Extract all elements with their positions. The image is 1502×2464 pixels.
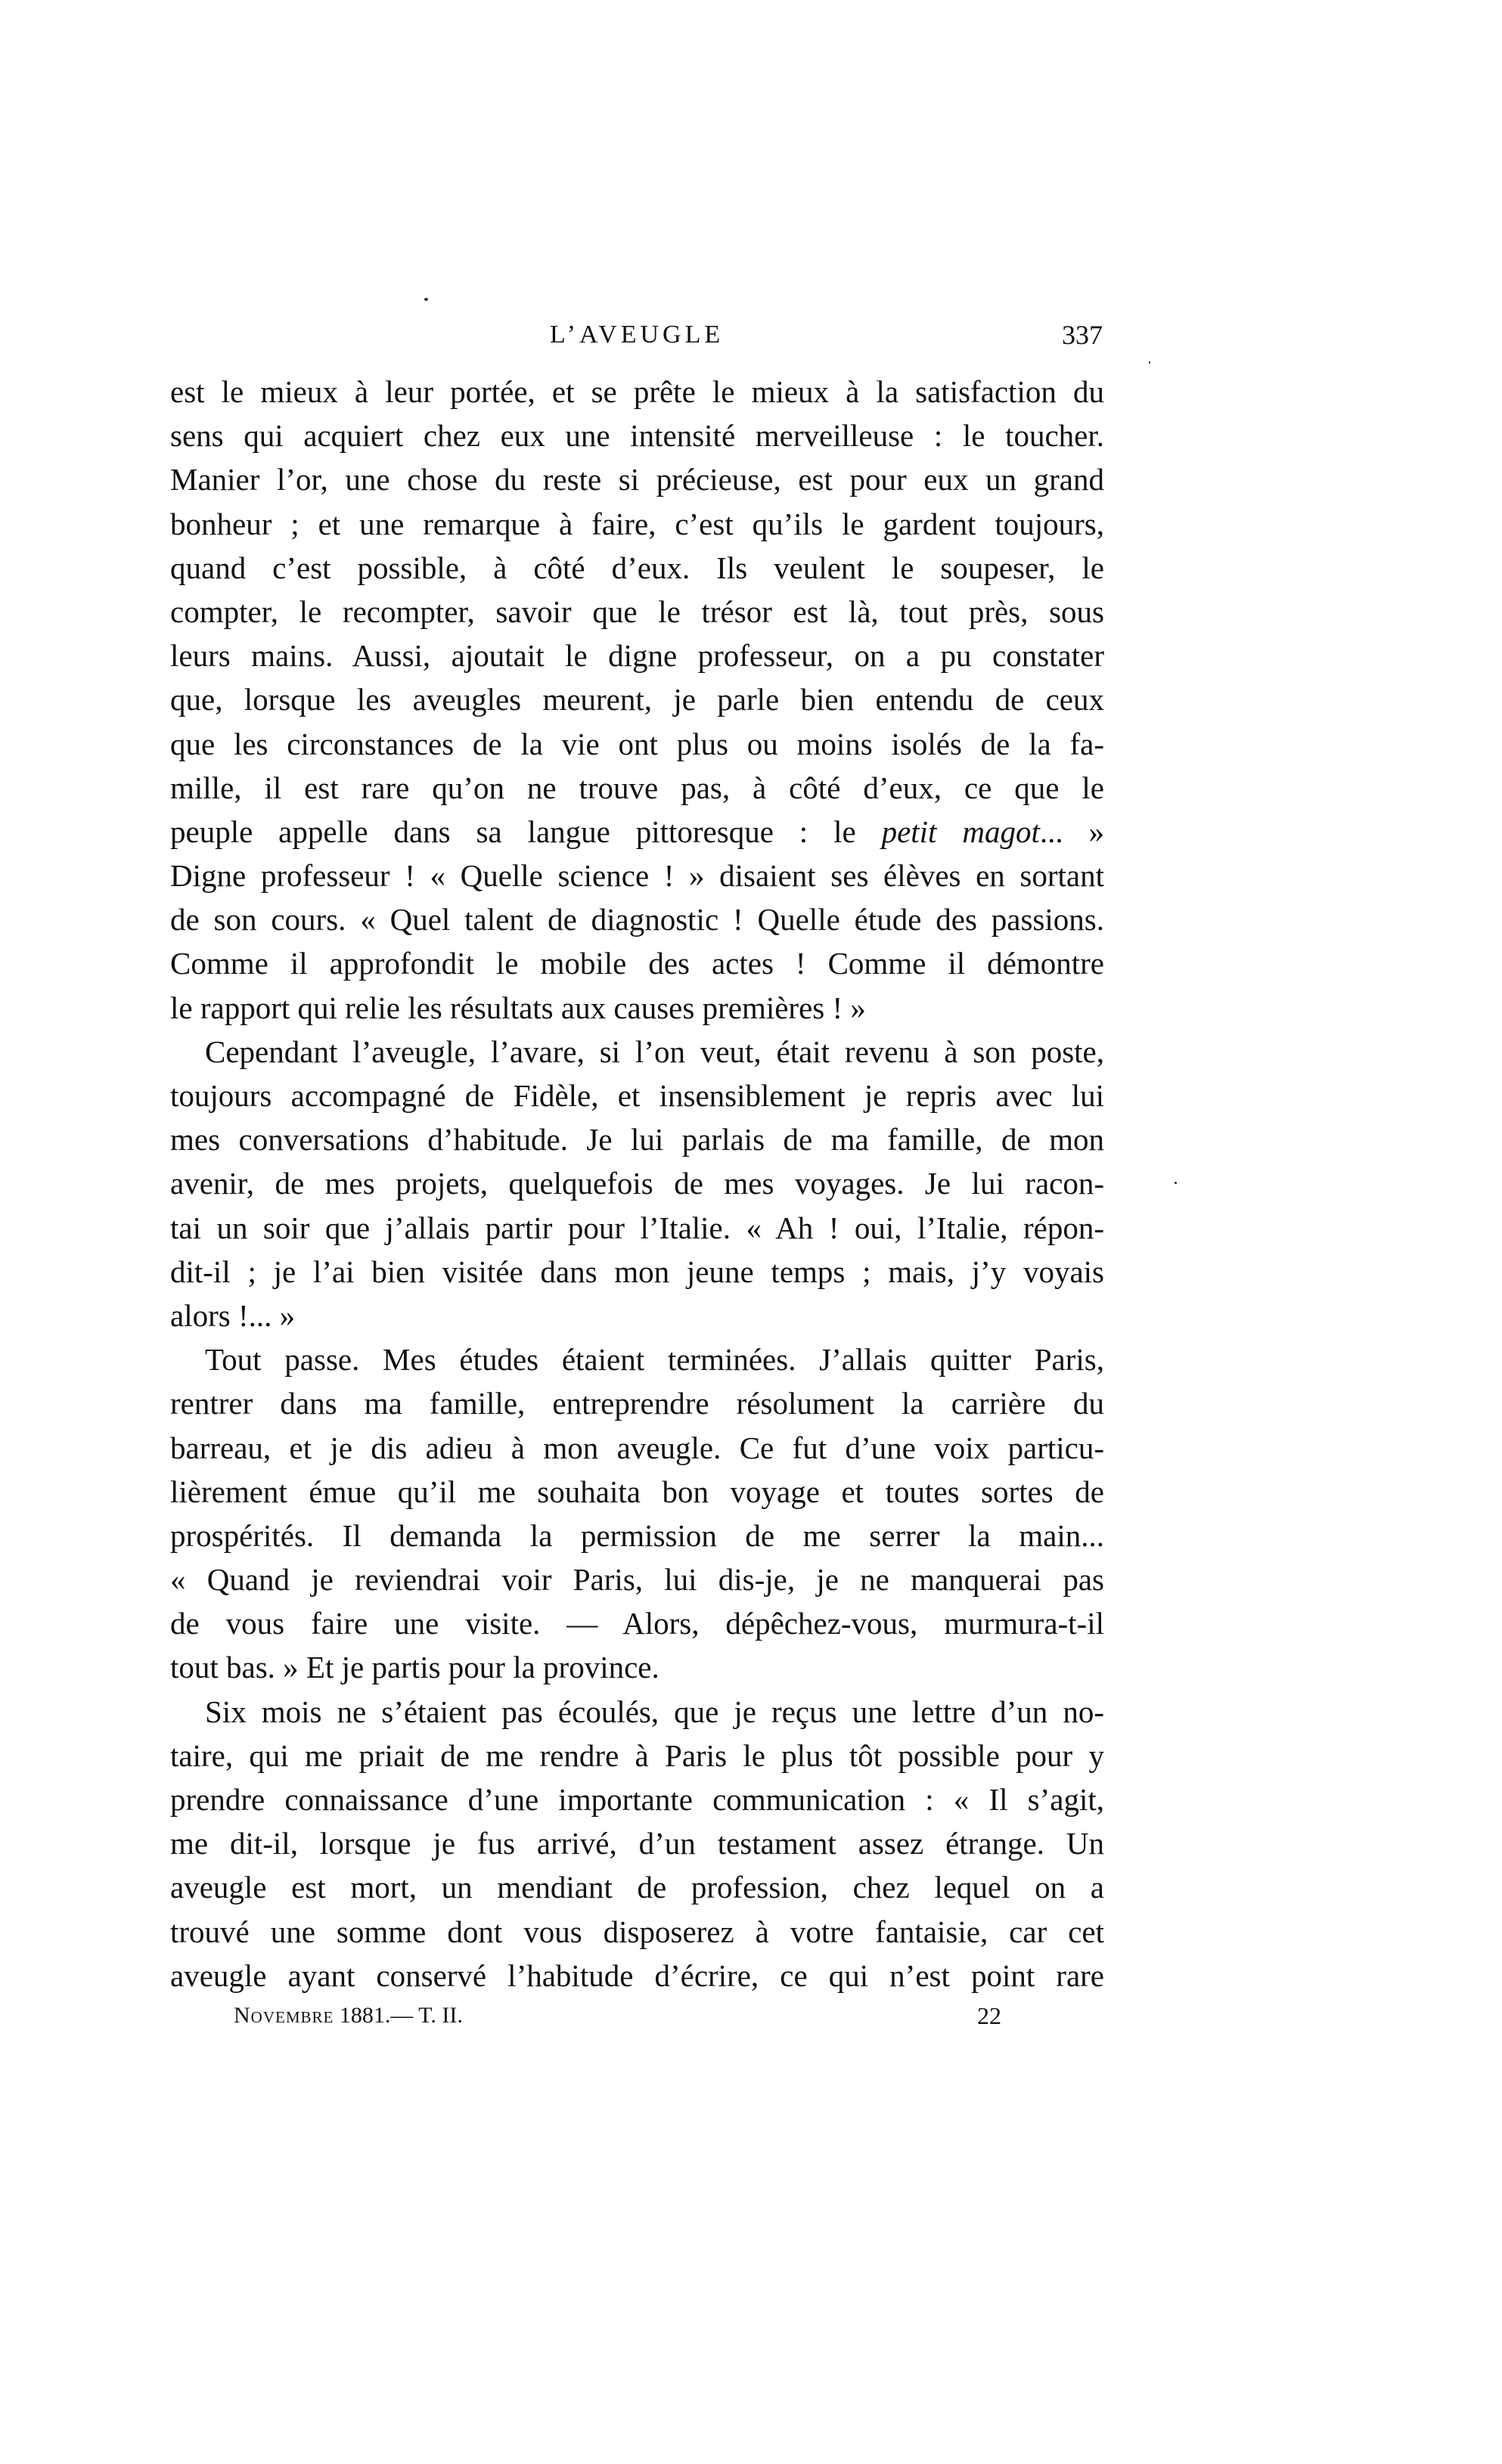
text-line [170, 766, 1104, 810]
text-line [170, 1734, 1104, 1777]
text-segment: prendre connaissance d’une importante communication : « Il s’agit, [170, 1782, 1104, 1817]
line-text [205, 1030, 1104, 1074]
text-segment: « Quand je reviendrai voir Paris, lui dis-je, je ne manquerai pas [170, 1562, 1104, 1598]
text-line [170, 1470, 1104, 1514]
text-segment: ... » [1039, 814, 1105, 849]
text-line [170, 1206, 1104, 1250]
line-text [170, 1381, 1104, 1425]
text-segment: barreau, et je dis adieu à mon aveugle. Ce fut d’une voix particu- [170, 1430, 1104, 1465]
running-head [170, 320, 1104, 350]
line-text [170, 546, 1104, 590]
page-number: 337 [1062, 320, 1103, 350]
text-line [170, 1381, 1104, 1425]
text-segment: sens qui acquiert chez eux une intensité merveilleuse : le toucher. [170, 418, 1104, 454]
text-line [170, 677, 1104, 721]
text-segment: me dit-il, lorsque je fus arrivé, d’un testament assez étrange. Un [170, 1826, 1104, 1861]
text-line [170, 941, 1104, 985]
line-text [170, 854, 1104, 897]
text-line [170, 1294, 1104, 1337]
text-segment: compter, le recompter, savoir que le trésor est là, tout près, sous [170, 594, 1104, 629]
text-segment: mes conversations d’habitude. Je lui parlais de ma famille, de mon [170, 1122, 1104, 1158]
text-segment: aveugle ayant conservé l’habitude d’écrire, ce qui n’est point rare [170, 1957, 1104, 1993]
line-text [170, 810, 1104, 854]
text-segment: avenir, de mes projets, quelquefois de mes voyages. Je lui racon- [170, 1166, 1104, 1201]
text-line [170, 370, 1104, 414]
line-text [205, 1337, 1104, 1381]
paragraph-first-line [170, 1337, 1104, 1381]
line-text [170, 941, 1104, 985]
text-line [170, 590, 1104, 634]
line-text [170, 1865, 1104, 1909]
line-text [170, 634, 1104, 677]
text-segment: toujours accompagné de Fidèle, et insensiblement je repris avec lui [170, 1078, 1104, 1113]
text-segment: Comme il approfondit le mobile des actes ! Comme il démontre [170, 946, 1104, 981]
running-title: L’AVEUGLE [550, 321, 725, 349]
line-text [170, 1294, 1104, 1337]
text-line [170, 457, 1104, 501]
line-text [170, 1117, 1104, 1161]
text-segment: lièrement émue qu’il me souhaita bon voyage et toutes sortes de [170, 1474, 1104, 1509]
line-text [170, 1426, 1104, 1470]
issue-month: Novembre [234, 2003, 334, 2028]
text-segment: de son cours. « Quel talent de diagnostic ! Quelle étude des passions. [170, 902, 1104, 938]
text-segment: Six mois ne s’étaient pas écoulés, que je reçus une lettre d’un no- [205, 1694, 1104, 1729]
line-text [170, 1777, 1104, 1821]
text-line [170, 1910, 1104, 1954]
line-text [170, 1645, 1104, 1689]
text-segment: bonheur ; et une remarque à faire, c’est qu’ils le gardent toujours, [170, 506, 1104, 541]
text-segment: Digne professeur ! « Quelle science ! » disaient ses élèves en sortant [170, 858, 1104, 894]
line-text [170, 414, 1104, 457]
text-line [170, 1777, 1104, 1821]
text-line [170, 986, 1104, 1030]
text-segment: taire, qui me priait de me rendre à Paris le plus tôt possible pour y [170, 1737, 1104, 1773]
text-segment: Cependant l’aveugle, l’avare, si l’on veut, était revenu à son poste, [205, 1034, 1104, 1069]
line-text [170, 766, 1104, 810]
text-line [170, 502, 1104, 546]
line-text [170, 1206, 1104, 1250]
text-line [170, 1426, 1104, 1470]
line-text [170, 1821, 1104, 1865]
text-line [170, 897, 1104, 941]
text-segment: tai un soir que j’allais partir pour l’Italie. « Ah ! oui, l’Italie, répon- [170, 1210, 1104, 1245]
line-text [170, 986, 1104, 1030]
text-segment: quand c’est possible, à côté d’eux. Ils veulent le soupeser, le [170, 550, 1104, 585]
scan-speck [1175, 1182, 1177, 1184]
italic-text: petit magot [881, 814, 1040, 849]
text-segment: Manier l’or, une chose du reste si précieuse, est pour eux un grand [170, 462, 1104, 497]
text-line [170, 1601, 1104, 1645]
line-text [170, 590, 1104, 634]
line-text [170, 1734, 1104, 1777]
line-text [170, 722, 1104, 766]
text-line [170, 1514, 1104, 1557]
text-line [170, 1821, 1104, 1865]
text-line [170, 1161, 1104, 1205]
line-text [170, 457, 1104, 501]
text-segment: le rapport qui relie les résultats aux causes premières ! » [170, 990, 866, 1025]
text-line [170, 1645, 1104, 1689]
paragraph-first-line [170, 1690, 1104, 1734]
text-segment: mille, il est rare qu’on ne trouve pas, à côté d’eux, ce que le [170, 770, 1104, 805]
text-segment: aveugle est mort, un mendiant de profession, chez lequel on a [170, 1870, 1104, 1905]
text-line [170, 1557, 1104, 1601]
text-line [170, 722, 1104, 766]
page-footer [234, 1999, 1013, 2032]
text-segment: dit-il ; je l’ai bien visitée dans mon jeune temps ; mais, j’y voyais [170, 1254, 1104, 1289]
text-line [170, 546, 1104, 590]
scan-speck [1149, 361, 1150, 364]
text-segment: prospérités. Il demanda la permission de me serrer la main... [170, 1517, 1104, 1553]
text-line [170, 1865, 1104, 1909]
scan-speck [424, 298, 428, 301]
text-segment: tout bas. » Et je partis pour la province. [170, 1650, 659, 1685]
text-line [170, 1074, 1104, 1117]
line-text [170, 1470, 1104, 1514]
line-text [170, 1601, 1104, 1645]
sheet-number: 22 [977, 2002, 1001, 2029]
text-segment: est le mieux à leur portée, et se prête le mieux à la satisfaction du [170, 374, 1104, 409]
text-segment: rentrer dans ma famille, entreprendre résolument la carrière du [170, 1386, 1104, 1421]
text-line [170, 414, 1104, 457]
paragraph-first-line [170, 1030, 1104, 1074]
text-segment: de vous faire une visite. — Alors, dépêchez-vous, murmura-t-il [170, 1606, 1104, 1641]
text-segment: leurs mains. Aussi, ajoutait le digne professeur, on a pu constater [170, 638, 1104, 674]
text-segment: alors !... » [170, 1297, 296, 1333]
line-text [170, 1954, 1104, 1998]
line-text [170, 897, 1104, 941]
line-text [170, 1910, 1104, 1954]
text-line [170, 634, 1104, 677]
line-text [170, 370, 1104, 414]
line-text [205, 1690, 1104, 1734]
text-line [170, 1250, 1104, 1294]
text-line [170, 1954, 1104, 1998]
issue-signature [234, 1999, 463, 2032]
line-text [170, 1514, 1104, 1557]
line-text [170, 1557, 1104, 1601]
text-line [170, 854, 1104, 897]
line-text [170, 677, 1104, 721]
text-line [170, 810, 1104, 854]
line-text [170, 1161, 1104, 1205]
issue-year-volume: 1881.— T. II. [334, 2003, 463, 2028]
text-segment: trouvé une somme dont vous disposerez à votre fantaisie, car cet [170, 1914, 1104, 1949]
text-segment: que les circonstances de la vie ont plus ou moins isolés de la fa- [170, 726, 1104, 761]
text-segment: peuple appelle dans sa langue pittoresque : le [170, 814, 882, 849]
text-line [170, 1117, 1104, 1161]
line-text [170, 1250, 1104, 1294]
line-text [170, 502, 1104, 546]
text-segment: Tout passe. Mes études étaient terminées. J’allais quitter Paris, [205, 1342, 1104, 1378]
body-text [170, 370, 1104, 1998]
text-segment: que, lorsque les aveugles meurent, je parle bien entendu de ceux [170, 682, 1104, 718]
line-text [170, 1074, 1104, 1117]
